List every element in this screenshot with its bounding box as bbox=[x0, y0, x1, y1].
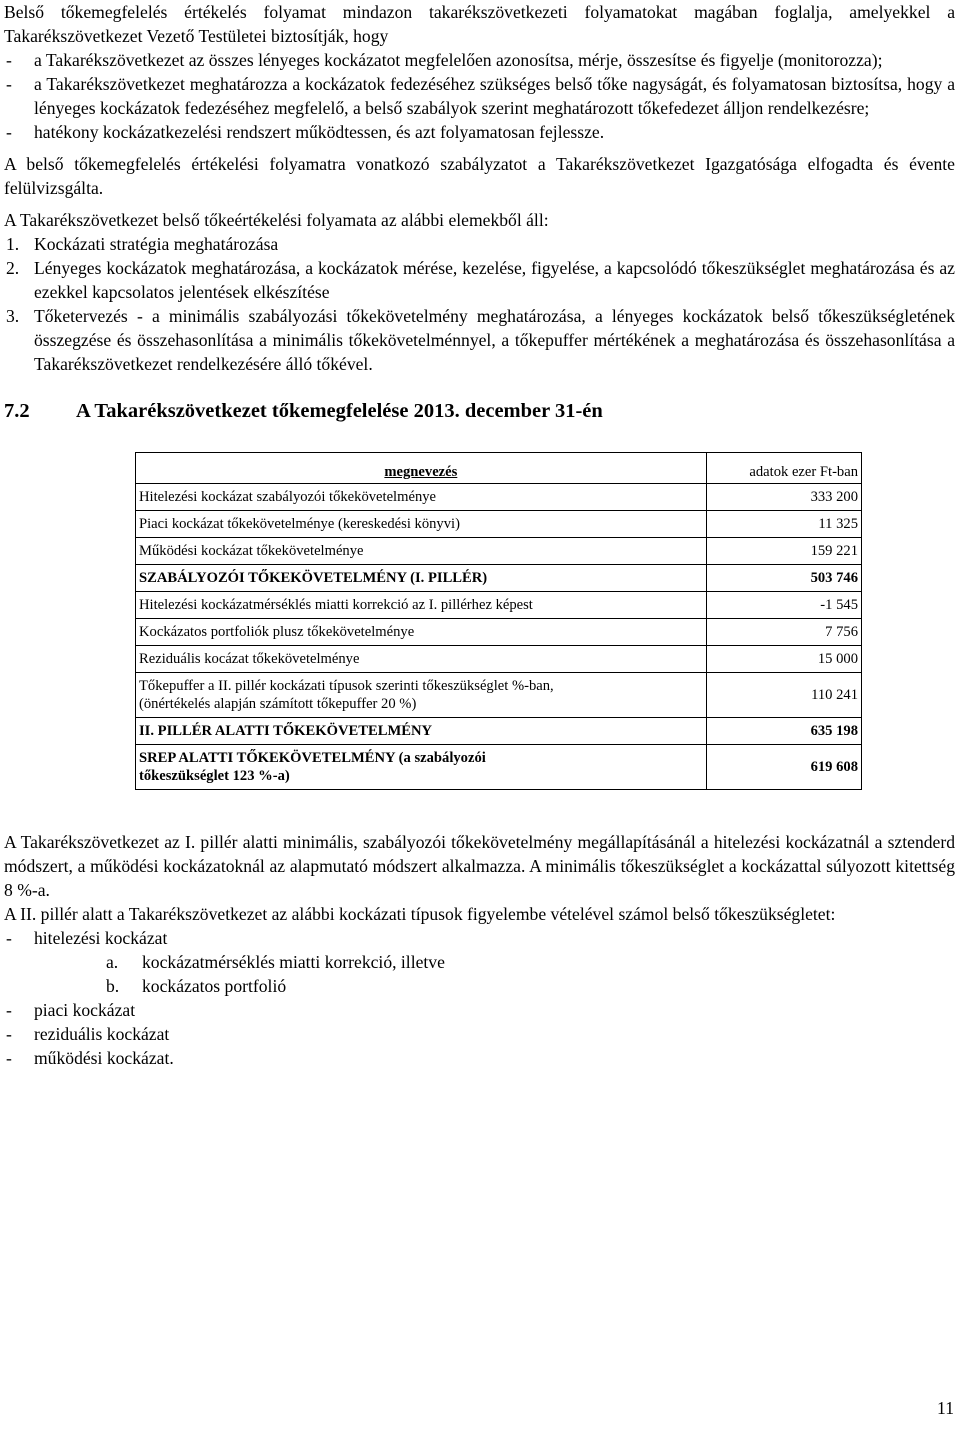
table-row-total: II. PILLÉR ALATTI TŐKEKÖVETELMÉNY 635 198 bbox=[136, 718, 862, 745]
intro-list-item: - hatékony kockázatkezelési rendszert működtessen, és azt folyamatosan fejlessze. bbox=[6, 122, 605, 142]
numbered-item: 1. Kockázati stratégia meghatározása bbox=[6, 234, 279, 254]
risk-sub-item: a. kockázatmérséklés miatti korrekció, illetve bbox=[106, 952, 445, 972]
spacer bbox=[4, 790, 955, 830]
document-page bbox=[4, 0, 955, 1070]
risk-list-item: - reziduális kockázat bbox=[6, 1024, 170, 1044]
capital-adequacy-table bbox=[135, 452, 862, 790]
table-row: Hitelezési kockázat szabályozói tőkekövetelménye 333 200 bbox=[136, 484, 862, 511]
intro-paragraph: Belső tőkemegfelelés értékelés folyamat mindazon takarékszövetkezeti folyamatokat magában foglalja, amelyekkel a Takarékszövetkezet Vezető Testületei biztosítják, hogy bbox=[4, 2, 955, 46]
table-row: Tőkepuffer a II. pillér kockázati típusok szerinti tőkeszükséglet %-ban, (önértékelés alapján számított tőkepuffer 20 %) 110 241 bbox=[136, 673, 862, 718]
policy-paragraph: A belső tőkemegfelelés értékelési folyamatra vonatkozó szabályzatot a Takarékszövetkezet Igazgatósága elfogadta és évente felülvizsgálta. bbox=[4, 154, 955, 198]
risk-sub-item: b. kockázatos portfolió bbox=[106, 976, 287, 996]
page-number: 11 bbox=[937, 1398, 954, 1418]
risk-list-item: - működési kockázat. bbox=[6, 1048, 174, 1068]
intro-list-item: - a Takarékszövetkezet meghatározza a kockázatok fedezéséhez szükséges belső tőke nagyságát, és folyamatosan biztosítsa, hogy a lényeges kockázatok fedezéséhez megfelelő, a belső szabályok szerint meghatározott tőkefedezet álljon rendelkezésre; bbox=[6, 74, 955, 118]
risk-list-item: - piaci kockázat bbox=[6, 1000, 136, 1020]
risk-list-item: - hitelezési kockázat bbox=[6, 928, 168, 948]
table-row: Működési kockázat tőkekövetelménye 159 221 bbox=[136, 538, 862, 565]
section-heading bbox=[4, 398, 955, 424]
pillar2-paragraph: A II. pillér alatt a Takarékszövetkezet az alábbi kockázati típusok figyelembe vételével számol belső tőkeszükségletet: bbox=[4, 904, 836, 924]
table-row: Reziduális kocázat tőkekövetelménye 15 000 bbox=[136, 646, 862, 673]
spacer bbox=[4, 144, 955, 152]
numbered-item: 3. Tőketervezés - a minimális szabályozási tőkekövetelmény meghatározása, a lényeges kockázatok belső tőkeszükségletének összegzése és összehasonlítása a minimális tőkekövetelménnyel, a tőkepuffer mértékének a meghatározása és összehasonlítása a Takarékszövetkezet rendelkezésére álló tőkével. bbox=[6, 306, 955, 374]
numbered-item: 2. Lényeges kockázatok meghatározása, a kockázatok mérése, kezelése, figyelése, a kapcsolódó tőkeszükséglet meghatározása és az ezekkel kapcsolatos jelentések elkészítése bbox=[6, 258, 955, 302]
table-row: Hitelezési kockázatmérséklés miatti korrekció az I. pillérhez képest -1 545 bbox=[136, 592, 862, 619]
table-row: Piaci kockázat tőkekövetelménye (kereskedési könyvi) 11 325 bbox=[136, 511, 862, 538]
intro-list-item: - a Takarékszövetkezet az összes lényeges kockázatot megfelelően azonosítsa, mérje, összesítse és figyelje (monitorozza); bbox=[6, 50, 883, 70]
column-header-unit: adatok ezer Ft-ban bbox=[706, 453, 861, 484]
spacer bbox=[4, 200, 955, 208]
table-header-row bbox=[136, 453, 862, 484]
table-row: Kockázatos portfoliók plusz tőkekövetelménye 7 756 bbox=[136, 619, 862, 646]
table-row-total: SZABÁLYOZÓI TŐKEKÖVETELMÉNY (I. PILLÉR) 503 746 bbox=[136, 565, 862, 592]
spacer bbox=[4, 424, 955, 452]
spacer bbox=[4, 376, 955, 398]
table-row-total: SREP ALATTI TŐKEKÖVETELMÉNY (a szabályozói tőkeszükséglet 123 %-a) 619 608 bbox=[136, 745, 862, 790]
section-number: 7.2 bbox=[4, 400, 30, 422]
column-header-name: megnevezés bbox=[136, 453, 707, 484]
process-paragraph: A Takarékszövetkezet belső tőkeértékelési folyamata az alábbi elemekből áll: bbox=[4, 210, 549, 230]
section-title: A Takarékszövetkezet tőkemegfelelése 2013. december 31-én bbox=[76, 400, 603, 422]
pillar1-paragraph: A Takarékszövetkezet az I. pillér alatti minimális, szabályozói tőkekövetelmény megállapításánál a hitelezési kockázatnál a sztenderd módszert, a működési kockázatoknál az alapmutató módszert alkalmazza. A minimális tőkeszükséglet a kockázattal súlyozott kitettség 8 %-a. bbox=[4, 832, 955, 900]
